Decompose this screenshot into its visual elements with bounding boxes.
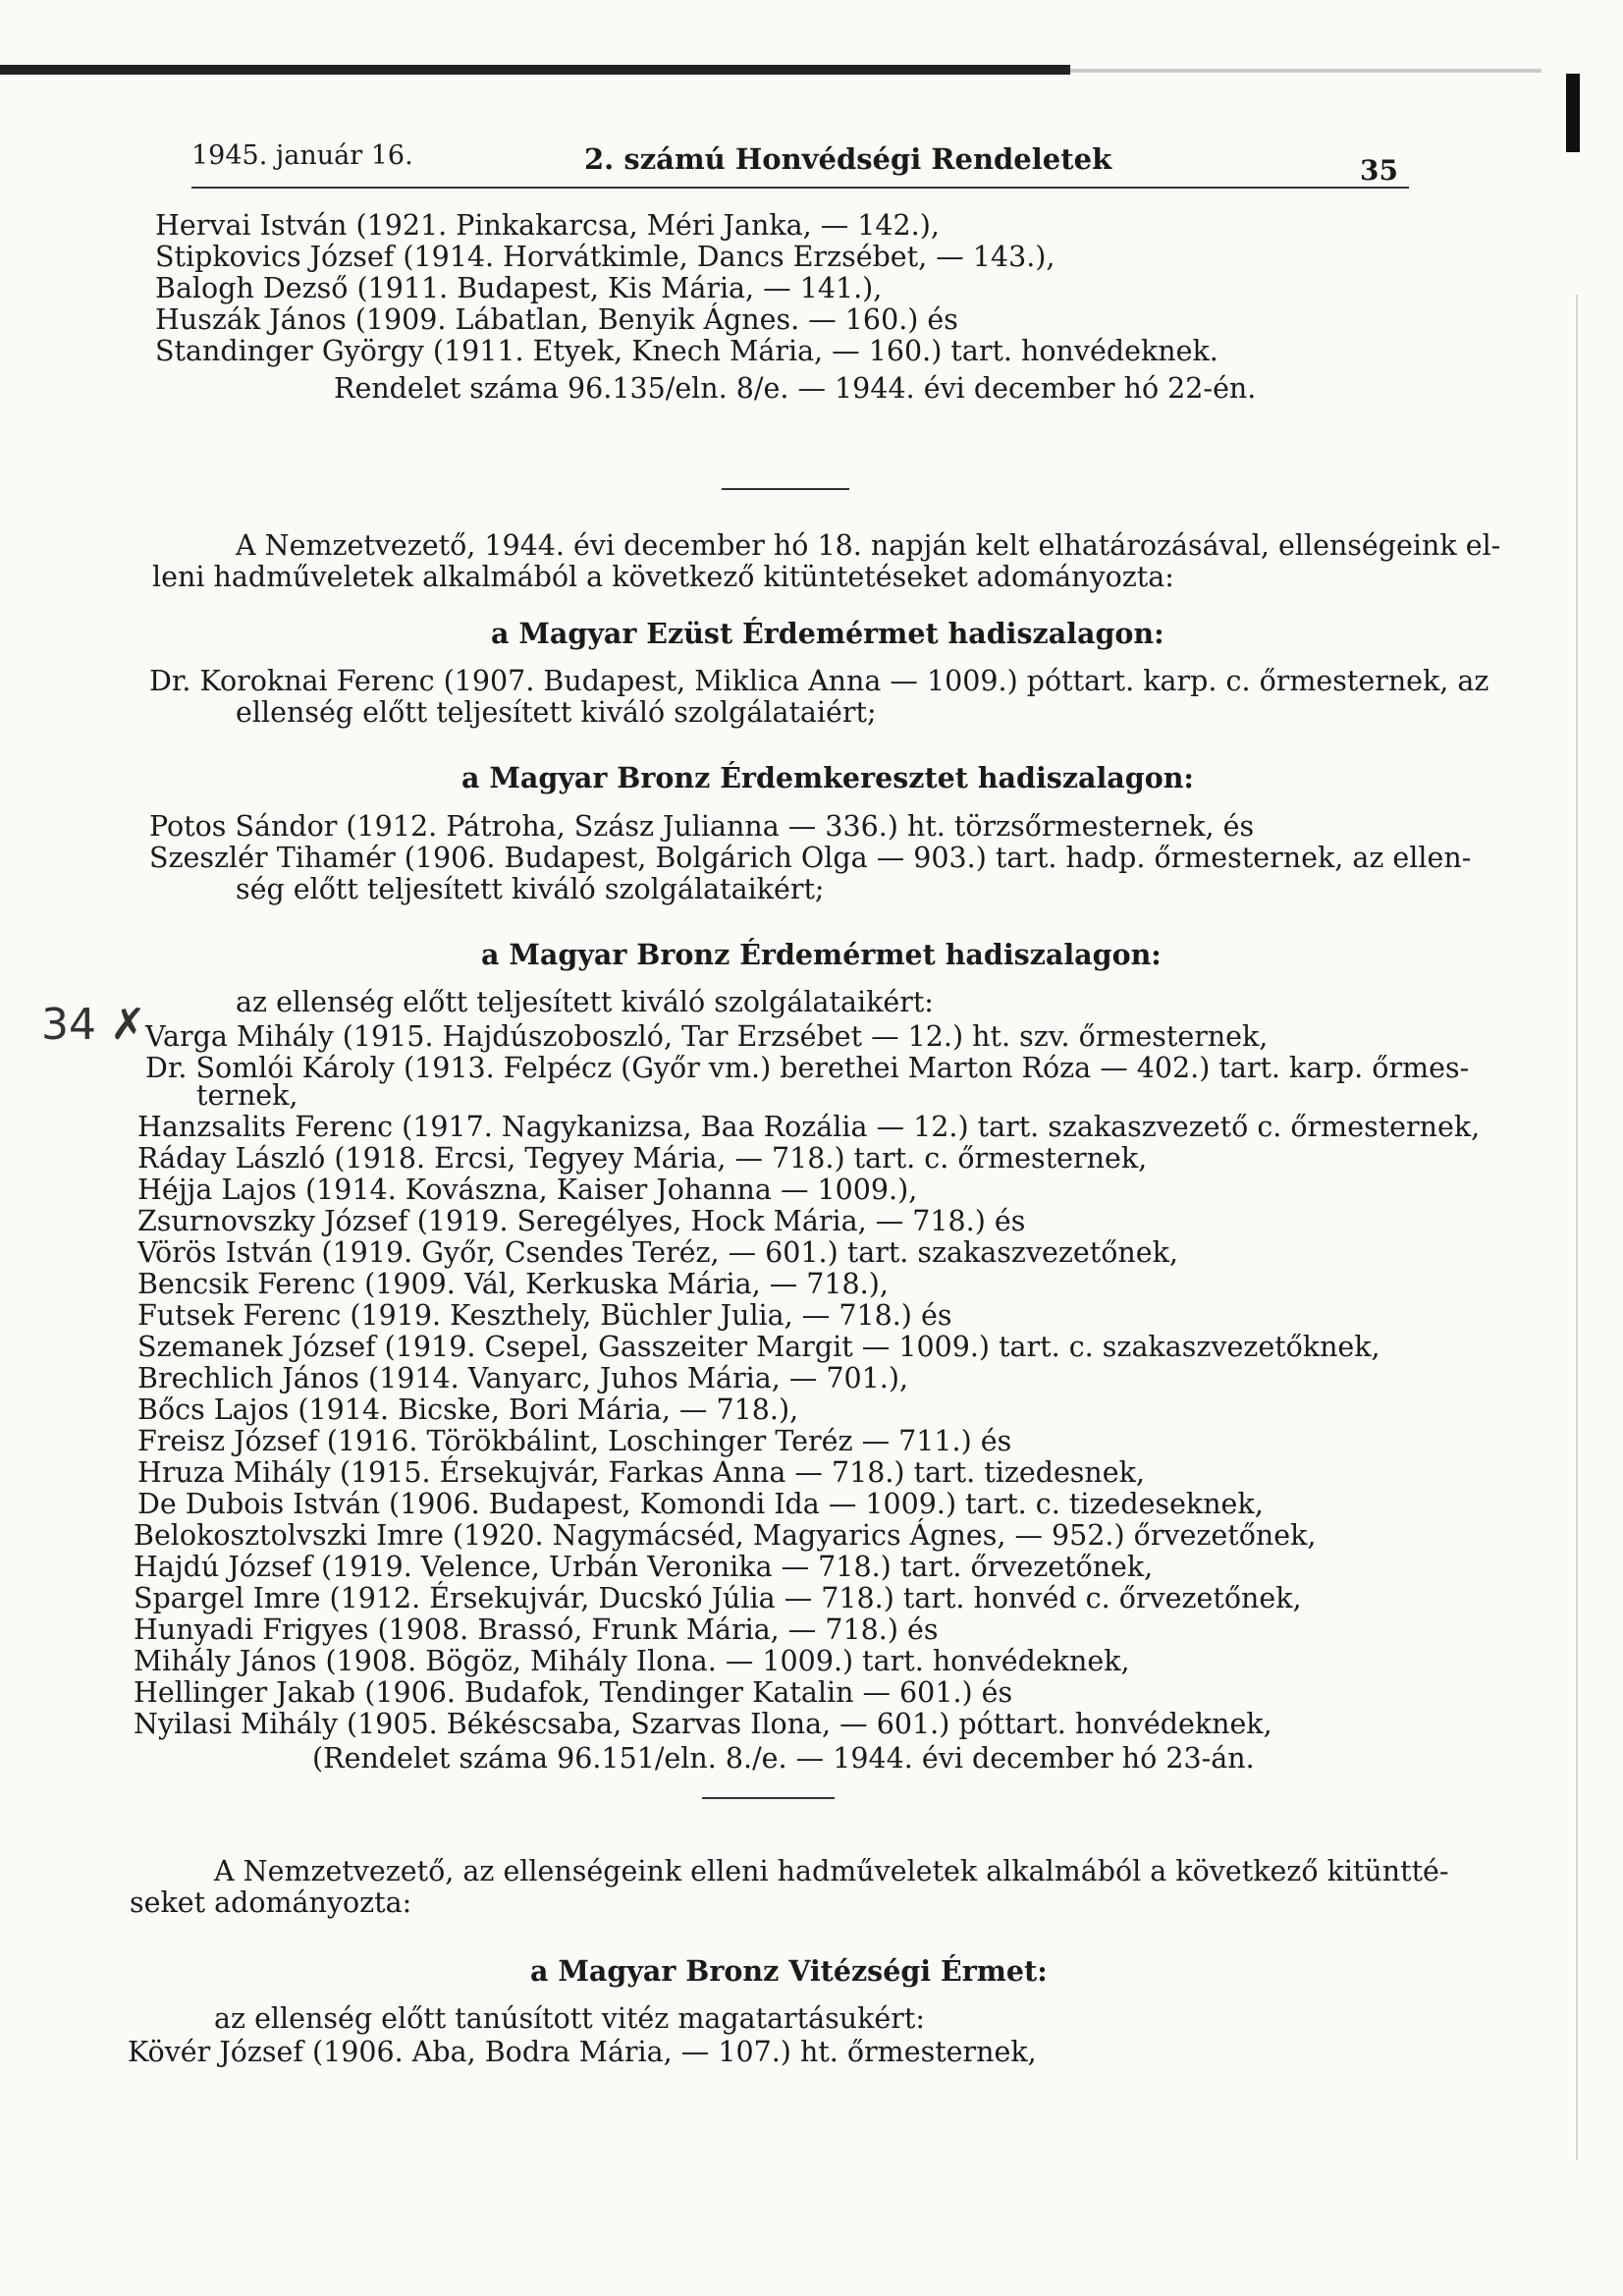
- header-rule: [191, 187, 1409, 189]
- entry-line: Nyilasi Mihály (1905. Békéscsaba, Szarvas Ilona, — 601.) póttart. honvédeknek,: [134, 1708, 1272, 1740]
- entry-line: Spargel Imre (1912. Érsekujvár, Ducskó Júlia — 718.) tart. honvéd c. őrvezetőnek,: [134, 1582, 1302, 1614]
- entry-line: Varga Mihály (1915. Hajdúszoboszló, Tar Erzsébet — 12.) ht. szv. őrmesternek,: [145, 1020, 1269, 1053]
- block-intro: az ellenség előtt teljesített kiváló szolgálataikért:: [236, 986, 934, 1018]
- entry-line: Hanzsalits Ferenc (1917. Nagykanizsa, Baa Rozália — 12.) tart. szakaszvezető c. őrmesternek,: [137, 1111, 1481, 1143]
- entry-line: Potos Sándor (1912. Pátroha, Szász Julianna — 336.) ht. törzsőrmesternek, és: [149, 810, 1255, 843]
- award-heading: a Magyar Bronz Érdemkeresztet hadiszalagon:: [461, 761, 1194, 794]
- decree-number: (Rendelet száma 96.151/eln. 8./e. — 1944. évi december hó 23-án.: [312, 1742, 1255, 1775]
- entry-line: Zsurnovszky József (1919. Seregélyes, Hock Mária, — 718.) és: [137, 1205, 1026, 1237]
- scan-edge-bar: [0, 65, 1070, 75]
- entry-line: Szeszlér Tihamér (1906. Budapest, Bolgárich Olga — 903.) tart. hadp. őrmesternek, az ellen-: [149, 842, 1472, 874]
- scan-right-edge: [1576, 295, 1578, 2160]
- entry-line: ellenség előtt teljesített kiváló szolgálataiért;: [236, 696, 877, 729]
- section-separator: [722, 488, 849, 490]
- page-number: 35: [1360, 154, 1398, 187]
- page-header: [191, 133, 1409, 187]
- entry-line: Héjja Lajos (1914. Kovászna, Kaiser Johanna — 1009.),: [137, 1174, 918, 1206]
- handwritten-margin-note: 34 ✗: [41, 1000, 146, 1050]
- entry-line: Standinger György (1911. Etyek, Knech Mária, — 160.) tart. honvédeknek.: [155, 335, 1218, 367]
- award-heading: a Magyar Bronz Érdemérmet hadiszalagon:: [481, 938, 1162, 971]
- entry-line: Bőcs Lajos (1914. Bicske, Bori Mária, — 718.),: [137, 1394, 799, 1426]
- entry-line: Ráday László (1918. Ercsi, Tegyey Mária, — 718.) tart. c. őrmesternek,: [137, 1142, 1148, 1175]
- intro-line: seket adományozta:: [130, 1886, 412, 1919]
- entry-line: Hunyadi Frigyes (1908. Brassó, Frunk Mária, — 718.) és: [134, 1613, 939, 1646]
- scan-edge-bar-faint: [1070, 69, 1542, 73]
- entry-line: Dr. Koroknai Ferenc (1907. Budapest, Miklica Anna — 1009.) póttart. karp. c. őrmesternek, az: [149, 665, 1489, 697]
- intro-line: leni hadműveletek alkalmából a következő kitüntetéseket adományozta:: [152, 561, 1174, 593]
- entry-line: ség előtt teljesített kiváló szolgálataikért;: [236, 873, 825, 905]
- scan-corner-mark: [1566, 74, 1580, 152]
- intro-line: A Nemzetvezető, az ellenségeink elleni hadműveletek alkalmából a következő kitüntté-: [214, 1855, 1449, 1887]
- entry-line: Brechlich János (1914. Vanyarc, Juhos Mária, — 701.),: [137, 1362, 909, 1394]
- header-date: 1945. január 16.: [191, 140, 413, 171]
- award-heading: a Magyar Bronz Vitézségi Érmet:: [530, 1954, 1048, 1988]
- block-intro: az ellenség előtt tanúsított vitéz magatartásukért:: [214, 2002, 925, 2035]
- entry-line: Vörös István (1919. Győr, Csendes Teréz, — 601.) tart. szakaszvezetőnek,: [137, 1236, 1178, 1269]
- entry-line: Huszák János (1909. Lábatlan, Benyik Ágnes. — 160.) és: [155, 303, 958, 336]
- entry-line: Hellinger Jakab (1906. Budafok, Tendinger Katalin — 601.) és: [134, 1676, 1013, 1709]
- entry-line: Hruza Mihály (1915. Érsekujvár, Farkas Anna — 718.) tart. tizedesnek,: [137, 1456, 1145, 1489]
- entry-line: Stipkovics József (1914. Horvátkimle, Dancs Erzsébet, — 143.),: [155, 241, 1055, 273]
- entry-line: Belokosztolvszki Imre (1920. Nagymácséd, Magyarics Ágnes, — 952.) őrvezetőnek,: [134, 1519, 1317, 1552]
- header-title: 2. számú Honvédségi Rendeletek: [584, 142, 1112, 176]
- entry-line: Balogh Dezső (1911. Budapest, Kis Mária, — 141.),: [155, 272, 883, 304]
- section-separator: [702, 1797, 835, 1799]
- entry-line: Hajdú József (1919. Velence, Urbán Veronika — 718.) tart. őrvezetőnek,: [134, 1551, 1154, 1583]
- entry-line: Bencsik Ferenc (1909. Vál, Kerkuska Mária, — 718.),: [137, 1268, 889, 1300]
- entry-line: De Dubois István (1906. Budapest, Komondi Ida — 1009.) tart. c. tizedeseknek,: [137, 1488, 1264, 1520]
- entry-line: Szemanek József (1919. Csepel, Gasszeiter Margit — 1009.) tart. c. szakaszvezetőknek,: [137, 1331, 1380, 1363]
- intro-line: A Nemzetvezető, 1944. évi december hó 18. napján kelt elhatározásával, ellenségeink el-: [236, 529, 1501, 562]
- decree-number: Rendelet száma 96.135/eln. 8/e. — 1944. évi december hó 22-én.: [334, 372, 1257, 405]
- entry-line: Dr. Somlói Károly (1913. Felpécz (Győr vm.) berethei Marton Róza — 402.) tart. karp. őrmes-: [145, 1052, 1470, 1084]
- entry-line: Freisz József (1916. Törökbálint, Loschinger Teréz — 711.) és: [137, 1425, 1012, 1457]
- entry-line: Hervai István (1921. Pinkakarcsa, Méri Janka, — 142.),: [155, 209, 940, 242]
- entry-line: ternek,: [196, 1079, 298, 1112]
- award-heading: a Magyar Ezüst Érdemérmet hadiszalagon:: [491, 617, 1164, 650]
- entry-line: Mihály János (1908. Bögöz, Mihály Ilona. — 1009.) tart. honvédeknek,: [134, 1645, 1130, 1677]
- entry-line: Futsek Ferenc (1919. Keszthely, Büchler Julia, — 718.) és: [137, 1299, 952, 1332]
- entry-line: Kövér József (1906. Aba, Bodra Mária, — 107.) ht. őrmesternek,: [128, 2036, 1037, 2068]
